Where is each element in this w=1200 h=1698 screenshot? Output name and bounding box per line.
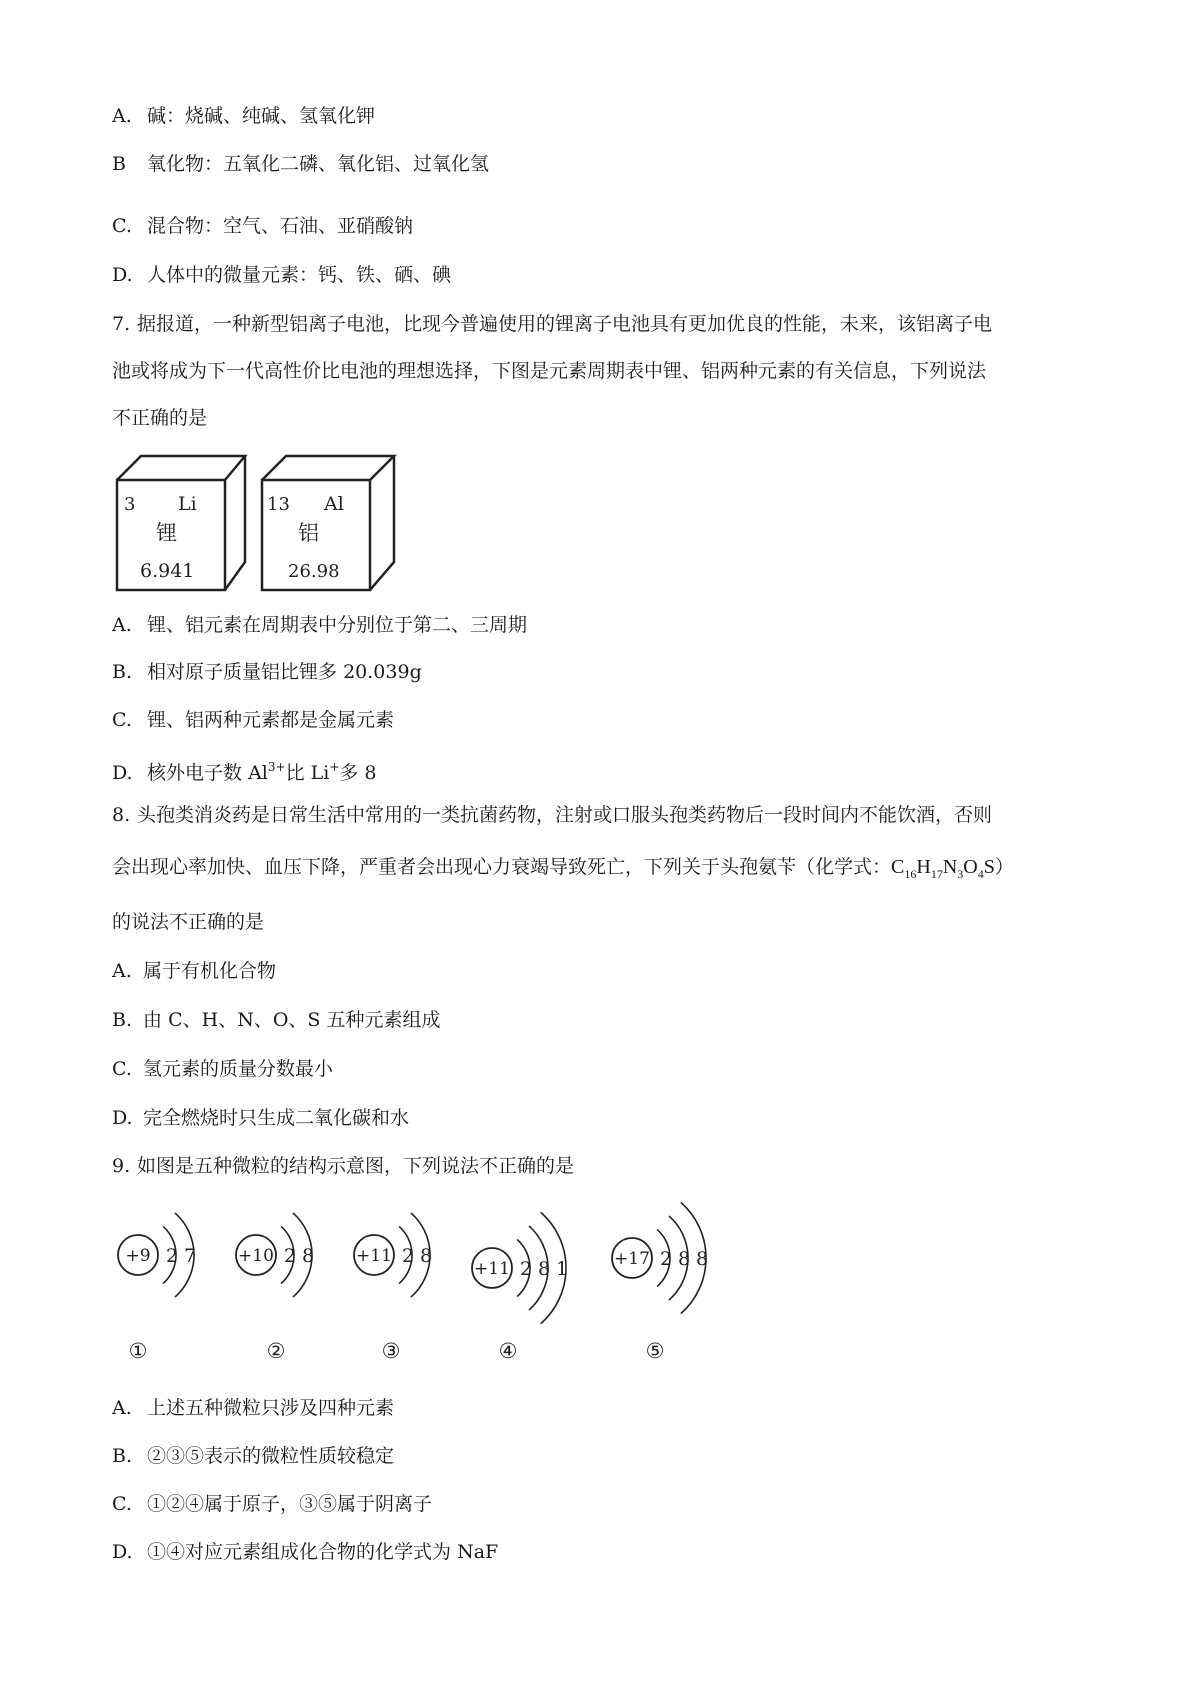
atomic-number-al: 13 (267, 494, 290, 515)
q9-stem (112, 1154, 574, 1178)
particle-label: ③ (381, 1339, 401, 1363)
q8-stem-line-3 (112, 910, 264, 934)
stem-text: 的说法不正确的是 (112, 911, 265, 933)
electron-count: 8 (537, 1258, 551, 1280)
formula-element: O (963, 856, 978, 878)
q8-option-a (112, 959, 276, 983)
option-label: D. (112, 1107, 133, 1129)
q8-option-b (112, 1008, 440, 1032)
option-label: D. (112, 762, 133, 784)
option-text: 锂、铝元素在周期表中分别位于第二、三周期 (147, 614, 528, 636)
q6-option-a (112, 104, 375, 128)
q9-option-d (112, 1540, 498, 1564)
chemical-formula (891, 856, 995, 881)
option-text: ①④对应元素组成化合物的化学式为 NaF (147, 1541, 499, 1563)
electron-count: 8 (419, 1245, 433, 1267)
q8-stem-line-1 (112, 803, 992, 827)
atomic-mass-al: 26.98 (288, 561, 340, 582)
stem-text: 会出现心率加快、血压下降，严重者会出现心力衰竭导致死亡，下列关于头孢氨苄（化学式： (112, 856, 892, 878)
q8-option-d (112, 1106, 409, 1130)
stem-text: ） (994, 856, 1014, 878)
electron-count: 2 (519, 1258, 533, 1280)
q7-stem-line-3 (112, 406, 207, 430)
option-text: 氢元素的质量分数最小 (143, 1058, 334, 1080)
option-text: 上述五种微粒只涉及四种元素 (147, 1397, 395, 1419)
nucleus-charge: +11 (356, 1246, 392, 1266)
option-text: 人体中的微量元素：钙、铁、硒、碘 (147, 264, 452, 286)
option-text: 混合物：空气、石油、亚硝酸钠 (147, 215, 414, 237)
particle-4 (472, 1212, 568, 1363)
nucleus-charge: +11 (474, 1259, 510, 1279)
option-label: A. (112, 105, 132, 127)
electron-count: 8 (677, 1248, 691, 1270)
particle-label: ② (266, 1339, 286, 1363)
electron-count: 1 (555, 1258, 569, 1280)
particle-label: ① (128, 1339, 148, 1363)
nucleus-charge: +9 (125, 1246, 151, 1266)
element-name-li: 锂 (156, 521, 177, 545)
option-text-post: 多 8 (339, 762, 377, 784)
q6-option-d (112, 263, 451, 287)
q6-option-c (112, 214, 413, 238)
stem-text: 头孢类消炎药是日常生活中常用的一类抗菌药物，注射或口服头孢类药物后一段时间内不能饮酒，否则 (137, 804, 993, 826)
stem-text: 如图是五种微粒的结构示意图，下列说法不正确的是 (137, 1155, 575, 1177)
q7-stem-line-2 (112, 359, 986, 383)
option-label: C. (112, 709, 132, 731)
question-number: 9. (112, 1155, 131, 1177)
option-label: B. (112, 1445, 133, 1467)
element-symbol-li: Li (178, 493, 197, 515)
formula-subscript: 3 (957, 867, 964, 881)
option-text: 锂、铝两种元素都是金属元素 (147, 709, 395, 731)
q7-option-d (112, 755, 377, 785)
option-text: 属于有机化合物 (143, 960, 277, 982)
particle-5 (612, 1202, 708, 1363)
formula-element: N (942, 856, 958, 878)
electron-count: 2 (283, 1245, 297, 1267)
formula-element: S (983, 856, 995, 878)
option-label: B. (112, 1009, 133, 1031)
option-label: A. (112, 1397, 132, 1419)
option-label: C. (112, 1058, 132, 1080)
particle-label: ④ (498, 1339, 518, 1363)
ion-charge-al: 3+ (267, 760, 286, 774)
atomic-mass-li: 6.941 (140, 560, 195, 582)
q7-stem-line-1 (112, 312, 992, 336)
option-text-pre: 核外电子数 Al (147, 762, 268, 784)
option-text-mid: 比 Li (285, 762, 330, 784)
option-label: D. (112, 264, 133, 286)
question-number: 7. (112, 313, 131, 335)
option-text: 由 C、H、N、O、S 五种元素组成 (143, 1009, 441, 1031)
option-text: 完全燃烧时只生成二氧化碳和水 (143, 1107, 410, 1129)
particle-3 (354, 1213, 432, 1363)
q7-option-c (112, 708, 394, 732)
option-label: D. (112, 1541, 133, 1563)
electron-count: 8 (695, 1248, 709, 1270)
electron-count: 8 (301, 1245, 315, 1267)
particle-structure-figure (108, 1190, 768, 1370)
option-label: A. (112, 960, 132, 982)
electron-count: 2 (401, 1245, 415, 1267)
q9-option-c (112, 1492, 432, 1516)
formula-element: H (916, 856, 931, 878)
q9-option-b (112, 1444, 394, 1468)
option-text: ②③⑤表示的微粒性质较稳定 (147, 1445, 395, 1467)
nucleus-charge: +17 (614, 1249, 650, 1269)
option-label: A. (112, 614, 132, 636)
option-text: 相对原子质量铝比锂多 20.039g (147, 661, 422, 683)
element-name-al: 铝 (298, 521, 319, 545)
electron-count: 2 (659, 1248, 673, 1270)
formula-subscript: 16 (904, 867, 917, 881)
option-label: C. (112, 215, 132, 237)
option-text: 碱：烧碱、纯碱、氢氧化钾 (147, 105, 376, 127)
atomic-number-li: 3 (124, 494, 136, 515)
stem-text: 池或将成为下一代高性价比电池的理想选择，下图是元素周期表中锂、铝两种元素的有关信息，下列说法 (112, 360, 987, 382)
option-label: B. (112, 661, 133, 683)
q8-option-c (112, 1057, 333, 1081)
electron-count: 2 (165, 1245, 179, 1267)
option-text: ①②④属于原子，③⑤属于阴离子 (147, 1493, 433, 1515)
nucleus-charge: +10 (238, 1246, 274, 1266)
stem-text: 不正确的是 (112, 407, 208, 429)
particle-1 (118, 1213, 196, 1363)
element-symbol-al: Al (324, 493, 344, 515)
element-cards-figure (112, 452, 402, 594)
stem-text: 据报道，一种新型铝离子电池，比现今普遍使用的锂离子电池具有更加优良的性能，未来，该铝离子电 (137, 313, 993, 335)
question-number: 8. (112, 804, 131, 826)
q9-option-a (112, 1396, 394, 1420)
q8-stem-line-2 (112, 855, 1014, 886)
particle-2 (236, 1213, 314, 1363)
formula-subscript: 4 (977, 867, 984, 881)
option-label: C. (112, 1493, 132, 1515)
formula-element: C (891, 856, 905, 878)
q7-option-a (112, 613, 527, 637)
q7-option-b (112, 660, 422, 684)
option-label: B (112, 153, 126, 175)
ion-charge-li: + (329, 760, 340, 774)
particle-label: ⑤ (645, 1339, 665, 1363)
option-text: 氧化物：五氧化二磷、氧化铝、过氧化氢 (147, 153, 490, 175)
formula-subscript: 17 (930, 867, 943, 881)
electron-count: 7 (183, 1245, 197, 1267)
q6-option-b (112, 152, 489, 176)
